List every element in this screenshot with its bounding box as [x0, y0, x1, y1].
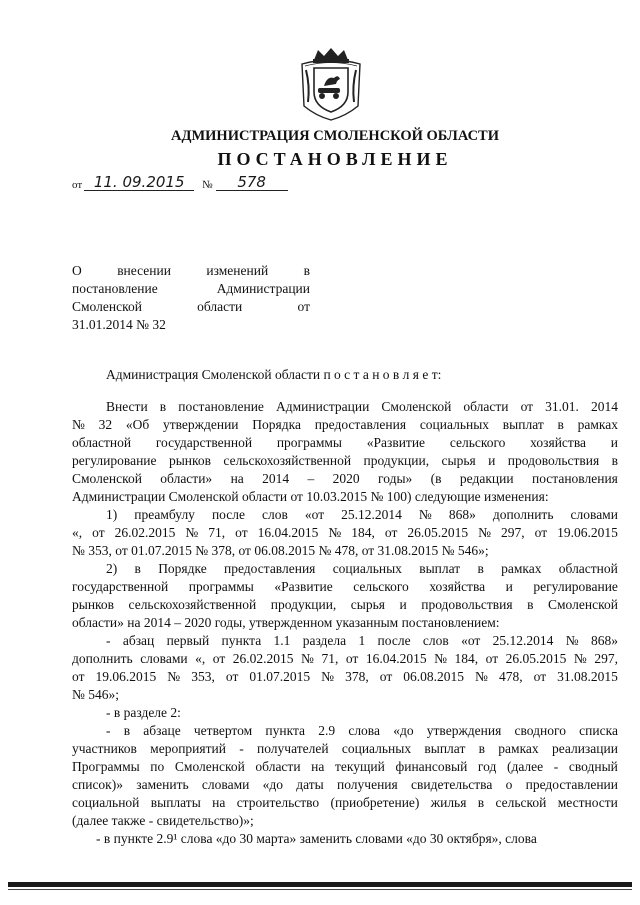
word: изменений	[206, 263, 269, 278]
word: от	[225, 669, 239, 684]
word: выплат	[502, 417, 544, 432]
word: постановление	[72, 281, 158, 296]
word: №	[573, 651, 587, 666]
word: №	[478, 525, 491, 540]
word: выплат	[419, 561, 461, 576]
preamble-text: Администрация Смоленской области п о с т а н о в л я е т:	[106, 367, 442, 382]
word: Смоленской	[548, 597, 618, 612]
body-line	[72, 452, 618, 470]
body-line	[72, 470, 618, 488]
word: №	[167, 669, 181, 684]
word: 26.02.2015	[232, 651, 294, 666]
word: (в	[430, 471, 442, 486]
word: области	[463, 399, 509, 414]
body-line	[72, 740, 618, 758]
word: государственной	[155, 435, 253, 450]
word: в	[557, 417, 564, 432]
word: сырья	[350, 597, 385, 612]
word: постановления	[531, 471, 618, 486]
number-label: №	[202, 179, 213, 191]
word: Смоленской	[174, 759, 245, 774]
word: постановление	[178, 399, 264, 414]
body-line	[72, 632, 618, 650]
word: от	[534, 525, 548, 540]
word: 16.04.2015	[257, 525, 319, 540]
word: 32	[98, 417, 113, 432]
word: после	[211, 507, 245, 522]
word: слов	[262, 507, 288, 522]
word: и	[488, 453, 496, 468]
word: от	[235, 525, 248, 540]
word: сельскохозяйственной	[223, 453, 352, 468]
word: по	[150, 759, 165, 774]
word: 478,	[498, 669, 523, 684]
word: сводного	[514, 723, 566, 738]
word: -	[239, 741, 244, 756]
word: рынков	[72, 597, 115, 612]
word: 1.1	[273, 633, 291, 648]
word: областной	[558, 561, 618, 576]
word: сельского	[449, 435, 506, 450]
body-line	[72, 506, 618, 524]
word: «до	[393, 723, 414, 738]
word: реализации	[551, 741, 618, 756]
word: дополнить	[492, 507, 554, 522]
word: пункта	[221, 633, 262, 648]
document-subject	[72, 262, 310, 334]
word: годы»	[378, 471, 413, 486]
word: в	[159, 399, 167, 414]
word: дополнить	[72, 651, 133, 666]
word: 2.9	[318, 723, 336, 738]
word: Порядке	[158, 561, 207, 576]
word: словами	[570, 507, 618, 522]
word: в	[527, 597, 534, 612]
word: 353,	[191, 669, 215, 684]
word: слов	[422, 633, 449, 648]
subject-line	[72, 298, 310, 316]
coat-of-arms-icon	[296, 46, 366, 122]
body-line	[72, 596, 618, 614]
word: на	[212, 795, 226, 810]
body-line	[72, 434, 618, 452]
word: №	[418, 507, 432, 522]
word: области»	[160, 471, 213, 486]
body-line: (далее также - свидетельство)»;	[72, 813, 254, 828]
word: внесении	[117, 263, 171, 278]
word: сырья	[441, 453, 476, 468]
word: сельского	[353, 579, 409, 594]
word: местности	[557, 795, 618, 810]
word: предоставлении	[525, 777, 618, 792]
body-line	[72, 398, 618, 416]
word: «Развитие	[366, 435, 426, 450]
word: мероприятий	[150, 741, 226, 756]
body-line: Администрации Смоленской области от 10.03.2015 № 100) следующие изменения:	[72, 489, 549, 504]
word: Смоленской	[381, 399, 452, 414]
word: и	[505, 579, 513, 594]
word: и	[399, 597, 407, 612]
word: преамбулу	[134, 507, 195, 522]
word: 184,	[351, 525, 375, 540]
word: заменить	[136, 777, 189, 792]
word: жилья	[430, 795, 467, 810]
word: о	[505, 777, 513, 792]
footer-rule	[8, 882, 632, 887]
word: социальных	[419, 417, 490, 432]
word: 25.12.2014	[341, 507, 402, 522]
body-line	[72, 560, 618, 578]
body-line	[72, 578, 618, 596]
word: «,	[195, 651, 206, 666]
body-line: № 546»;	[72, 687, 120, 702]
word: 2020	[332, 471, 360, 486]
word: четвертом	[193, 723, 253, 738]
word: социальных	[341, 741, 412, 756]
word: -	[106, 723, 111, 738]
word: областной	[72, 435, 132, 450]
word: получения	[337, 777, 398, 792]
word: (далее	[506, 759, 544, 774]
word: от	[533, 669, 547, 684]
word: строительство	[236, 795, 320, 810]
word: рамках	[501, 561, 542, 576]
subject-line: 31.01.2014 № 32	[72, 317, 166, 332]
word: 25.12.2014	[492, 633, 554, 648]
word: предоставления	[224, 561, 316, 576]
body-line	[72, 758, 618, 776]
word: 1)	[106, 507, 118, 522]
word: 297,	[594, 651, 618, 666]
word: программы	[276, 435, 342, 450]
word: от	[485, 651, 499, 666]
footer-rule-thin	[8, 889, 632, 890]
document-body	[72, 398, 618, 848]
word: от	[379, 669, 393, 684]
word: на	[230, 471, 244, 486]
body-line	[72, 524, 618, 542]
word: рынков	[168, 453, 211, 468]
word: в	[477, 795, 485, 810]
word: 71,	[208, 525, 226, 540]
word: слова	[348, 723, 380, 738]
word: 184,	[454, 651, 479, 666]
word: 06.08.2015	[403, 669, 465, 684]
word: -	[553, 759, 559, 774]
word: №	[321, 669, 335, 684]
word: после	[377, 633, 411, 648]
word: 2014	[591, 399, 618, 414]
word: №	[72, 417, 85, 432]
word: на	[311, 759, 325, 774]
word: абзац	[122, 633, 155, 648]
word: государственной	[72, 579, 169, 594]
date-value: 11. 09.2015	[84, 174, 194, 191]
word: предоставления	[314, 417, 407, 432]
preamble	[72, 366, 618, 384]
body-line	[72, 416, 618, 434]
word: финансовый	[395, 759, 468, 774]
word: 19.06.2015	[95, 669, 157, 684]
word: 2014	[262, 471, 290, 486]
word: хозяйства	[530, 435, 587, 450]
word: №	[301, 651, 314, 666]
word: в	[611, 453, 618, 468]
word: абзаце	[143, 723, 181, 738]
word: (приобретение)	[330, 795, 420, 810]
word: раздела	[302, 633, 347, 648]
word: 26.02.2015	[114, 525, 176, 540]
word: сельской	[495, 795, 547, 810]
word: 31.08.2015	[557, 669, 618, 684]
word: от	[297, 299, 310, 314]
word: Порядка	[252, 417, 301, 432]
word: в	[134, 561, 141, 576]
word: в	[303, 263, 310, 278]
word: 19.06.2015	[557, 525, 618, 540]
word: Администрации	[276, 399, 370, 414]
word: свидетельства	[411, 777, 493, 792]
word: участников	[72, 741, 137, 756]
body-line	[72, 650, 618, 668]
word: в	[123, 723, 131, 738]
word: области	[197, 299, 243, 314]
word: -	[106, 633, 111, 648]
word: утверждении	[162, 417, 239, 432]
word: №	[328, 525, 342, 540]
word: «,	[72, 525, 83, 540]
word: и	[610, 435, 618, 450]
word: от	[520, 399, 534, 414]
word: выплаты	[150, 795, 201, 810]
word: области	[255, 759, 301, 774]
number-value: 578	[216, 174, 288, 191]
word: от	[345, 651, 359, 666]
word: продукции,	[363, 453, 430, 468]
body-line: области» на 2014 – 2020 годы, утвержденном указанным постановлением:	[72, 615, 500, 630]
word: 297,	[501, 525, 525, 540]
body-line	[72, 794, 618, 812]
word: 26.05.2015	[505, 651, 567, 666]
word: Внести	[106, 399, 148, 414]
word: от	[72, 669, 85, 684]
word: рамках	[498, 741, 539, 756]
word: рамках	[577, 417, 618, 432]
word: №	[475, 669, 488, 684]
word: Смоленской	[72, 299, 142, 314]
body-line: - в разделе 2:	[106, 705, 181, 720]
word: даты	[296, 777, 324, 792]
word: продовольствия	[507, 453, 600, 468]
word: 71,	[321, 651, 339, 666]
word: списка	[579, 723, 618, 738]
body-line: - в пункте 2.9¹ слова «до 30 марта» заменить словами «до 30 октября», слова	[96, 831, 537, 846]
word: №	[434, 651, 447, 666]
word: регулирование	[533, 579, 618, 594]
word: 16.04.2015	[365, 651, 427, 666]
word: программы	[188, 579, 254, 594]
word: 31.01.	[545, 399, 579, 414]
organization-name: АДМИНИСТРАЦИЯ СМОЛЕНСКОЙ ОБЛАСТИ	[171, 128, 499, 144]
word: №	[185, 525, 199, 540]
word: выплат	[424, 741, 466, 756]
word: 868»	[448, 507, 476, 522]
word: 868»	[590, 633, 618, 648]
word: «Об	[125, 417, 150, 432]
word: «от	[461, 633, 481, 648]
word: хозяйства	[429, 579, 486, 594]
document-type: ПОСТАНОВЛЕНИЕ	[217, 149, 453, 169]
word: год	[477, 759, 497, 774]
word: в	[478, 741, 485, 756]
word: «Развитие	[274, 579, 333, 594]
word: Администрации	[216, 281, 310, 296]
date-number-line	[72, 174, 288, 191]
word: Смоленской	[72, 471, 142, 486]
word: редакции	[459, 471, 514, 486]
word: продукции,	[270, 597, 337, 612]
word: 2)	[106, 561, 118, 576]
word: 01.07.2015	[249, 669, 311, 684]
word: социальных	[332, 561, 402, 576]
body-line: № 353, от 01.07.2015 № 378, от 06.08.2015 № 478, от 31.08.2015 № 546»;	[72, 543, 489, 558]
word: О	[72, 263, 82, 278]
subject-line	[72, 280, 310, 298]
body-line	[72, 668, 618, 686]
word: от	[92, 525, 105, 540]
word: от	[212, 651, 226, 666]
word: текущий	[335, 759, 385, 774]
word: первый	[166, 633, 210, 648]
word: 378,	[345, 669, 369, 684]
word: словами	[201, 777, 250, 792]
word: сельскохозяйственной	[128, 597, 257, 612]
word: –	[307, 471, 315, 486]
word: «до	[262, 777, 283, 792]
body-line	[72, 776, 618, 794]
word: социальной	[72, 795, 140, 810]
word: сводный	[568, 759, 618, 774]
word: продовольствия	[421, 597, 513, 612]
word: Программы	[72, 759, 140, 774]
body-line	[72, 722, 618, 740]
word: регулирование	[72, 453, 157, 468]
word: пункта	[265, 723, 306, 738]
word: получателей	[257, 741, 329, 756]
date-label: от	[72, 179, 83, 191]
word: «от	[304, 507, 325, 522]
word: 1	[358, 633, 366, 648]
word: от	[384, 525, 398, 540]
subject-line	[72, 262, 310, 280]
word: утверждения	[426, 723, 502, 738]
word: 26.05.2015	[407, 525, 469, 540]
word: список)»	[72, 777, 123, 792]
word: №	[565, 633, 579, 648]
word: словами	[140, 651, 188, 666]
word: в	[477, 561, 484, 576]
